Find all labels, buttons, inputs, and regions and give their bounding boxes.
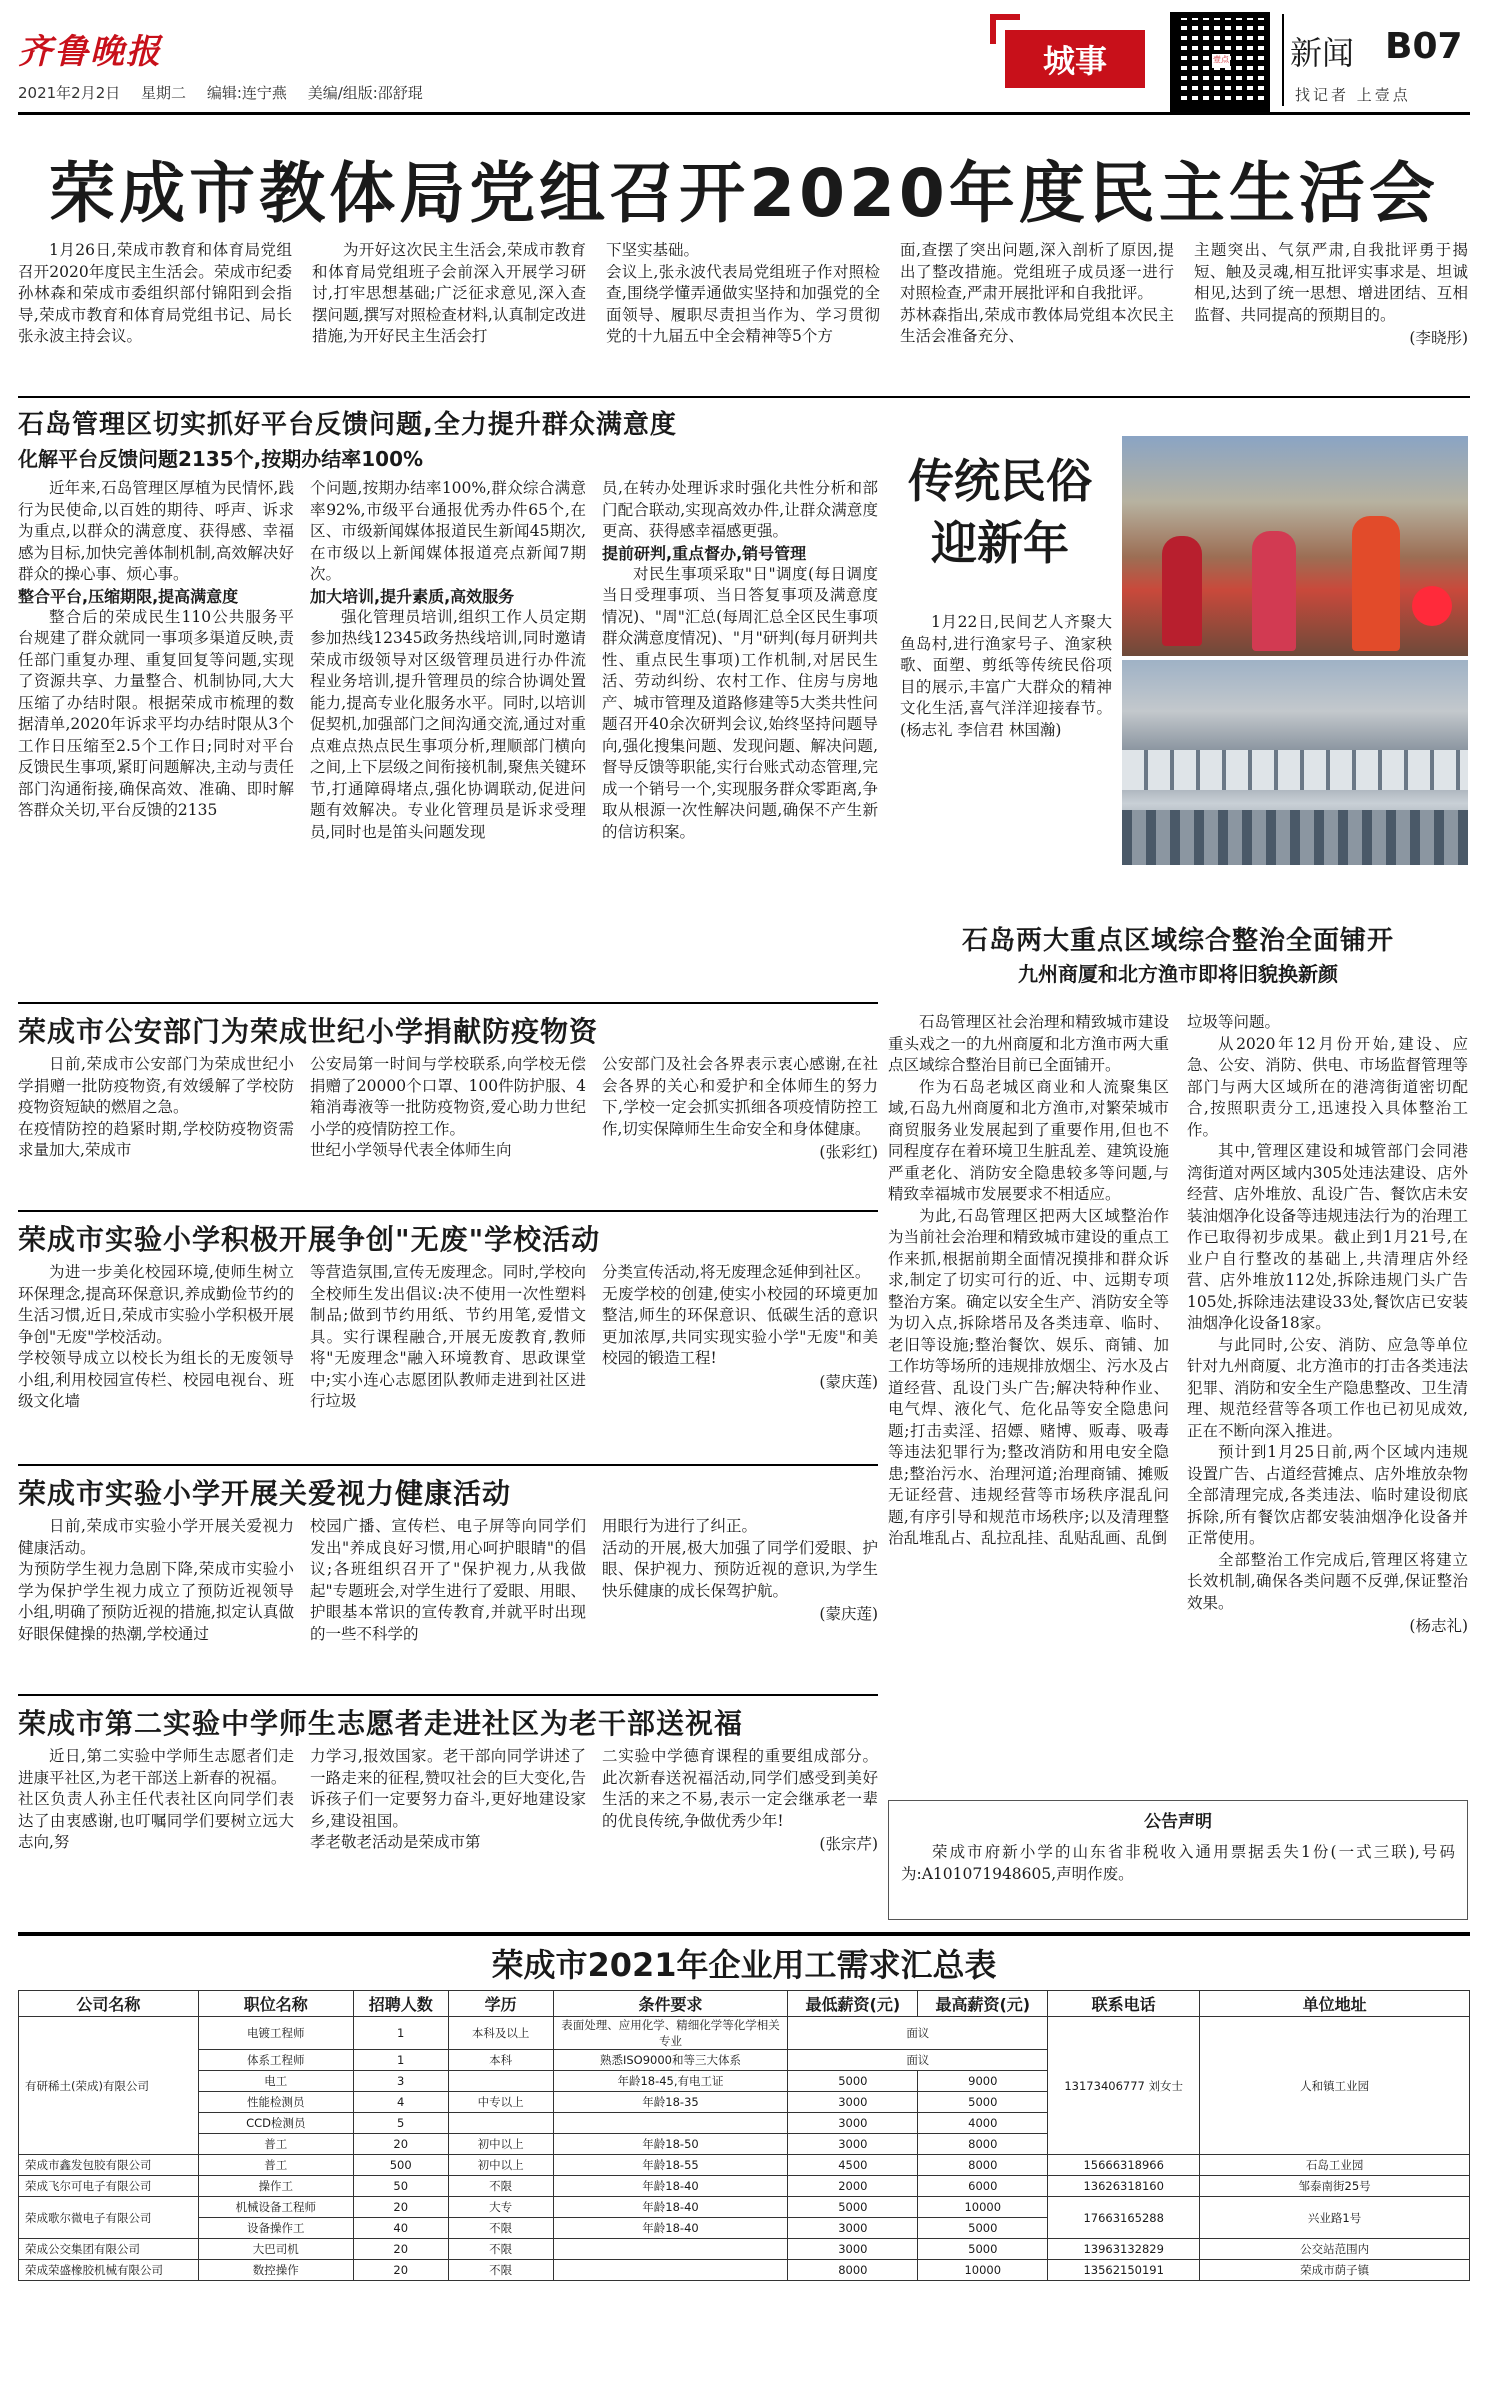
table-cell: 数控操作	[198, 2260, 353, 2281]
header-divider	[1282, 14, 1284, 106]
lead-col-3: 下坚实基础。 会议上,张永波代表局党组班子作对照检查,围绕学懂弄通做实坚持和加强党的全面领导、履职尽责担当作为、学习贯彻党的十九届五中全会精神等5个方	[606, 241, 880, 345]
reporter-contact: 找记者 上壹点	[1295, 86, 1411, 104]
folk-title	[880, 450, 1120, 574]
designer-credit: 美编/组版:邵舒琨	[307, 84, 423, 102]
lead-col-2: 为开好这次民主生活会,荣成市教育和体育局党组班子会前深入开展学习研讨,打牢思想基础;广泛征求意见,深入查摆问题,撰写对照检查材料,认真制定改进措施,为开好民主生活会打	[312, 241, 586, 345]
table-cell: 荣成飞尔可电子有限公司	[19, 2176, 199, 2197]
table-row	[19, 2239, 1470, 2260]
table-cell: 8000	[918, 2155, 1048, 2176]
table-cell: 年龄18-45,有电工证	[553, 2071, 788, 2092]
table-cell: 2000	[788, 2176, 918, 2197]
table-cell: 性能检测员	[198, 2092, 353, 2113]
jobs-header-cell: 条件要求	[553, 1991, 788, 2017]
table-cell	[448, 2113, 553, 2134]
table-cell: 3000	[788, 2113, 918, 2134]
table-cell: 面议	[788, 2050, 1048, 2071]
renovation-p: 预计到1月25日前,两个区域内违规设置广告、占道经营摊点、店外堆放杂物全部清理完成,各类违法、临时建设彻底拆除,所有餐饮店都安装油烟净化设备并正常使用。	[1187, 1443, 1468, 1547]
jobs-table	[18, 1990, 1470, 2281]
jobs-header-cell: 最高薪资(元)	[918, 1991, 1048, 2017]
qr-label: 壹点	[1212, 54, 1230, 68]
shidao-p: 整合后的荣成民生110公共服务平台规建了群众就同一事项多渠道反映,责任部门重复办理、重复回复等问题,实现了资源共享、力量整合、机制协同,大大压缩了办结时限。根据荣成市梳理的数据清单,2020年诉求平均办结时限从3个工作日压缩至2.5个工作日;同时对平台反馈民生事项,紧盯问题解决,主动与责任部门沟通衔接,确保高效、准确、即时解答群众关切,平台反馈的2135	[18, 607, 294, 819]
lead-body	[18, 240, 1470, 348]
volunteer-col-2: 力学习,报效国家。老干部向同学讲述了一路走来的征程,赞叹社会的巨大变化,告诉孩子们一定要努力奋斗,更好地建设家乡,建设祖国。 孝老敬老活动是荣成市第	[310, 1747, 586, 1851]
renovation-p: 全部整治工作完成后,管理区将建立长效机制,确保各类问题不反弹,保证整治效果。	[1187, 1550, 1468, 1612]
police-col-2: 公安局第一时间与学校联系,向学校无偿捐赠了20000个口罩、100件防护服、4箱消毒液等一批防疫物资,爱心助力世纪小学的疫情防控工作。 世纪小学领导代表全体师生向	[310, 1055, 586, 1159]
table-cell: 大专	[448, 2197, 553, 2218]
table-cell: 20	[353, 2239, 448, 2260]
table-cell: 500	[353, 2155, 448, 2176]
shidao-p: 对民生事项采取"日"调度(每日调度当日受理事项、当日答复事项及满意度情况)、"周"汇总(每周汇总全区民生事项群众满意度情况)、"月"研判(每月研判共性、重点民生事项)工作机制,对居民生活、劳动纠纷、农村工作、住房与房地产、城市管理及道路修建等5大类共性问题召开40余次研判会议,始终坚持问题导向,强化搜集问题、发现问题、解决问题,督导反馈等职能,实行台账式动态管理,完成一个销号一个,实现服务群众零距离,争取从根源一次性解决问题,确保不产生新的信访积案。	[602, 564, 878, 841]
table-cell: 5	[353, 2113, 448, 2134]
table-row	[19, 2197, 1470, 2218]
table-cell: 荣成公交集团有限公司	[19, 2239, 199, 2260]
table-cell: 4	[353, 2092, 448, 2113]
table-cell: 5000	[788, 2197, 918, 2218]
divider	[18, 1694, 878, 1696]
table-cell: 人和镇工业园	[1200, 2017, 1470, 2155]
renovation-p: 垃圾等问题。	[1187, 1013, 1281, 1031]
renovation-title: 石岛两大重点区域综合整治全面铺开	[961, 926, 1394, 956]
table-cell: 3000	[788, 2092, 918, 2113]
section-name: 新闻	[1290, 34, 1355, 72]
renovation-p: 与此同时,公安、消防、应急等单位针对九州商厦、北方渔市的打击各类违法犯罪、消防和安全生产隐患整改、卫生清理、规范经营等各项工作也已初见成效,正在不断向深入推进。	[1187, 1335, 1468, 1440]
table-cell: 年龄18-50	[553, 2134, 788, 2155]
table-cell: 兴业路1号	[1200, 2197, 1470, 2239]
table-cell: 电工	[198, 2071, 353, 2092]
page-number: B07	[1385, 26, 1463, 67]
wufei-col-2: 等营造氛围,宣传无废理念。同时,学校向全校师生发出倡议:决不使用一次性塑料制品;做到节约用纸、节约用笔,爱惜文具。实行课程融合,开展无废教育,教师将"无废理念"融入环境教育、思政课堂中;实小连心志愿团队教师走进到社区进行垃圾	[310, 1263, 586, 1410]
volunteer-body	[18, 1746, 878, 1854]
jobs-header-cell: 单位地址	[1200, 1991, 1470, 2017]
table-cell: 设备操作工	[198, 2218, 353, 2239]
table-cell: 20	[353, 2197, 448, 2218]
table-cell: 本科	[448, 2050, 553, 2071]
table-cell: 荣成市荫子镇	[1200, 2260, 1470, 2281]
table-cell: 荣成荣盛橡胶机械有限公司	[19, 2260, 199, 2281]
table-cell: 10000	[918, 2260, 1048, 2281]
wufei-body	[18, 1262, 878, 1413]
notice-text: 荣成市府新小学的山东省非税收入通用票据丢失1份(一式三联),号码为:A101071948605,声明作废。	[901, 1843, 1455, 1883]
notice-box	[888, 1800, 1468, 1920]
vision-col-1: 日前,荣成市实验小学开展关爱视力健康活动。 为预防学生视力急剧下降,荣成市实验小学为保护学生视力成立了预防近视领导小组,明确了预防近视的措施,拟定认真做好眼保健操的热潮,学校通过	[18, 1517, 294, 1643]
shidao-subhead: 整合平台,压缩期限,提高满意度	[18, 586, 239, 606]
table-cell: 操作工	[198, 2176, 353, 2197]
renovation-p: 从2020年12月份开始,建设、应急、公安、消防、供电、市场监督管理等部门与两大区域所在的港湾街道密切配合,按照职责分工,迅速投入具体整治工作。	[1187, 1034, 1468, 1139]
renovation-credit: (杨志礼)	[1409, 1617, 1468, 1635]
shidao-p: 员,在转办处理诉求时强化共性分析和部门配合联动,实现高效办件,让群众满意度更高、获得感幸福感更强。	[602, 479, 878, 540]
renovation-p: 作为石岛老城区商业和人流聚集区域,石岛九州商厦和北方渔市,对繁荣城市商贸服务业发展起到了重要作用,但也不同程度存在着环境卫生脏乱差、建筑设施严重老化、消防安全隐患较多等问题,与精致幸福城市发展要求不相适应。	[888, 1077, 1169, 1203]
table-cell: 中专以上	[448, 2092, 553, 2113]
table-cell: 不限	[448, 2260, 553, 2281]
police-credit: (张彩红)	[819, 1143, 878, 1161]
table-cell: 13626318160	[1048, 2176, 1200, 2197]
divider	[18, 1464, 878, 1466]
table-cell: 机械设备工程师	[198, 2197, 353, 2218]
vision-title: 荣成市实验小学开展关爱视力健康活动	[18, 1477, 512, 1510]
table-cell: 公交站范围内	[1200, 2239, 1470, 2260]
table-cell: 5000	[918, 2218, 1048, 2239]
renovation-body	[888, 1012, 1468, 1636]
table-cell: 年龄18-55	[553, 2155, 788, 2176]
shidao-title: 石岛管理区切实抓好平台反馈问题,全力提升群众满意度	[18, 410, 677, 440]
issue-date: 2021年2月2日	[18, 84, 121, 102]
table-cell: 6000	[918, 2176, 1048, 2197]
jobs-header-row	[19, 1991, 1470, 2017]
lead-col-5-wrap	[1194, 240, 1468, 348]
table-cell: 50	[353, 2176, 448, 2197]
table-cell: 有研稀土(荣成)有限公司	[19, 2017, 199, 2155]
jobs-header-cell: 职位名称	[198, 1991, 353, 2017]
folk-title-line2: 迎新年	[931, 516, 1069, 570]
table-cell: 表面处理、应用化学、精细化学等化学相关专业	[553, 2017, 788, 2050]
jobs-header-cell: 联系电话	[1048, 1991, 1200, 2017]
table-cell: 13562150191	[1048, 2260, 1200, 2281]
editor-credit: 编辑:连宁燕	[206, 84, 287, 102]
volunteer-title: 荣成市第二实验中学师生志愿者走进社区为老干部送祝福	[18, 1707, 744, 1740]
divider	[18, 1210, 878, 1212]
table-cell: 本科及以上	[448, 2017, 553, 2050]
table-cell: 初中以上	[448, 2155, 553, 2176]
table-cell: 3000	[788, 2134, 918, 2155]
header-rule	[18, 112, 1470, 115]
table-cell: 5000	[918, 2239, 1048, 2260]
table-row	[19, 2155, 1470, 2176]
table-cell: 年龄18-40	[553, 2218, 788, 2239]
vision-col-2: 校园广播、宣传栏、电子屏等向同学们发出"养成良好习惯,用心呵护眼睛"的倡议;各班组织召开了"保护视力,从我做起"专题班会,对学生进行了爱眼、用眼、护眼基本常识的宣传教育,并就平时出现的一些不科学的	[310, 1517, 586, 1643]
table-cell: 8000	[918, 2134, 1048, 2155]
renovation-subtitle: 九州商厦和北方渔市即将旧貌换新颜	[1018, 962, 1338, 986]
table-cell: 4000	[918, 2113, 1048, 2134]
table-cell: 1	[353, 2050, 448, 2071]
table-cell: 不限	[448, 2218, 553, 2239]
shidao-p: 个问题,按期办结率100%,群众综合满意率92%,市级平台通报优秀办件65个,在区、市级新闻媒体报道民生新闻45期次,在市级以上新闻媒体报道亮点新闻7期次。	[310, 479, 586, 583]
table-cell: 不限	[448, 2176, 553, 2197]
police-body	[18, 1054, 878, 1162]
vision-body	[18, 1516, 878, 1645]
table-row	[19, 2017, 1470, 2050]
table-cell: 10000	[918, 2197, 1048, 2218]
table-cell: 熟悉ISO9000和等三大体系	[553, 2050, 788, 2071]
wufei-title: 荣成市实验小学积极开展争创"无废"学校活动	[18, 1223, 601, 1256]
table-cell: 初中以上	[448, 2134, 553, 2155]
jobs-header-cell: 公司名称	[19, 1991, 199, 2017]
table-cell: 13173406777 刘女士	[1048, 2017, 1200, 2155]
table-cell: 20	[353, 2260, 448, 2281]
jobs-header-cell: 招聘人数	[353, 1991, 448, 2017]
table-cell: 普工	[198, 2134, 353, 2155]
table-cell: 20	[353, 2134, 448, 2155]
jobs-table-title: 荣成市2021年企业用工需求汇总表	[18, 1932, 1470, 1986]
table-cell: 3000	[788, 2239, 918, 2260]
shidao-subhead: 提前研判,重点督办,销号管理	[602, 543, 807, 563]
newspaper-logo: 齐鲁晚报	[18, 32, 162, 72]
renovation-p: 石岛管理区社会治理和精致城市建设重头戏之一的九州商厦和北方渔市两大重点区域综合整治目前已全面铺开。	[888, 1013, 1169, 1074]
table-cell: 9000	[918, 2071, 1048, 2092]
table-cell: 40	[353, 2218, 448, 2239]
police-col-1: 日前,荣成市公安部门为荣成世纪小学捐赠一批防疫物资,有效缓解了学校防疫物资短缺的燃眉之急。 在疫情防控的趋紧时期,学校防疫物资需求量加大,荣成市	[18, 1055, 294, 1159]
issue-weekday: 星期二	[141, 84, 187, 102]
shidao-subhead: 加大培训,提升素质,高效服务	[310, 586, 515, 606]
table-cell: 17663165288	[1048, 2197, 1200, 2239]
police-col-3: 公安部门及社会各界表示衷心感谢,在社会各界的关心和爱护和全体师生的努力下,学校一定会抓实抓细各项疫情防控工作,切实保障师生生命安全和身体健康。	[602, 1055, 878, 1138]
divider	[18, 1002, 878, 1004]
table-cell: 5000	[788, 2071, 918, 2092]
table-cell: 面议	[788, 2017, 1048, 2050]
table-cell: 不限	[448, 2239, 553, 2260]
wufei-col-1: 为进一步美化校园环境,使师生树立环保理念,提高环保意识,养成勤俭节约的生活习惯,近日,荣成市实验小学积极开展争创"无废"学校活动。 学校领导成立以校长为组长的无废领导小组,利用校园宣传栏、校园电视台、班级文化墙	[18, 1263, 294, 1410]
folk-caption-text: 1月22日,民间艺人齐聚大鱼岛村,进行渔家号子、渔家秧歌、面塑、剪纸等传统民俗项目的展示,丰富广大群众的精神文化生活,喜气洋洋迎接春节。	[900, 613, 1112, 717]
lead-credit: (李晓彤)	[1409, 329, 1468, 347]
folk-performance-photo	[1122, 436, 1468, 656]
table-cell: 大巴司机	[198, 2239, 353, 2260]
shidao-p: 强化管理员培训,组织工作人员定期参加热线12345政务热线培训,同时邀请荣成市级领导对区级管理员进行办件流程业务培训,提升管理员的综合协调处置能力,提高专业化服务水平。同时,以培训促契机,加强部门之间沟通交流,通过对重点难点热点民生事项分析,理顺部门横向之间,上下层级之间衔接机制,聚焦关键环节,打通障碍堵点,强化协调联动,促进问题有效解决。专业化管理员是诉求受理员,同时也是笛头问题发现	[310, 607, 586, 841]
masthead-meta	[18, 82, 439, 103]
table-cell	[553, 2239, 788, 2260]
table-cell: 荣成歌尔微电子有限公司	[19, 2197, 199, 2239]
volunteer-col-1: 近日,第二实验中学师生志愿者们走进康平社区,为老干部送上新春的祝福。 社区负责人孙主任代表社区向同学们表达了由衷感谢,也叮嘱同学们要树立远大志向,努	[18, 1747, 294, 1851]
table-cell: 邹泰南街25号	[1200, 2176, 1470, 2197]
wufei-credit: (蒙庆莲)	[819, 1372, 878, 1391]
section-tag: 城事	[1005, 30, 1145, 88]
table-cell: 普工	[198, 2155, 353, 2176]
table-cell: 8000	[788, 2260, 918, 2281]
table-cell	[448, 2071, 553, 2092]
jobs-table-body	[19, 2017, 1470, 2281]
vision-col-3: 用眼行为进行了纠正。 活动的开展,极大加强了同学们爱眼、护眼、保护视力、预防近视的意识,为学生快乐健康的成长保驾护航。	[602, 1517, 878, 1600]
shidao-p: 近年来,石岛管理区厚植为民情怀,践行为民使命,以百姓的期待、呼声、诉求为重点,以群众的满意度、获得感、幸福感为目标,加快完善体制机制,高效解决好群众的操心事、烦心事。	[18, 479, 294, 583]
table-cell: 电镀工程师	[198, 2017, 353, 2050]
table-cell: 3	[353, 2071, 448, 2092]
vision-credit: (蒙庆莲)	[819, 1605, 878, 1623]
renovation-p: 为此,石岛管理区把两大区域整治作为当前社会治理和精致城市建设的重点工作来抓,根据前期全面情况摸排和群众诉求,制定了切实可行的近、中、远期专项整治方案。确定以安全生产、消防安全等为切入点,拆除塔吊及各类违章、临时、老旧等设施;整治餐饮、娱乐、商铺、加工作坊等场所的违规排放烟尘、污水及占道经营、乱设门头广告;解决特种作业、电气焊、液化气、危化品等安全隐患问题;打击卖淫、招嫖、赌博、贩毒、吸毒等违法犯罪行为;整改消防和用电安全隐患;整治污水、治理河道;治理商铺、摊贩无证经营、违规经营等市场秩序混乱问题,有序引导和规范市场秩序;以及清理整治乱堆乱占、乱拉乱挂、乱贴乱画、乱倒	[888, 1206, 1169, 1547]
table-cell: 年龄18-40	[553, 2176, 788, 2197]
folk-credit: (杨志礼 李信君 林国瀚)	[900, 720, 1062, 739]
volunteer-credit: (张宗芹)	[819, 1835, 878, 1853]
shidao-subtitle: 化解平台反馈问题2135个,按期办结率100%	[18, 447, 424, 471]
lead-col-5: 主题突出、气氛严肃,自我批评勇于揭短、触及灵魂,相互批评实事求是、坦诚相见,达到了统一思想、增进团结、互相监督、共同提高的预期目的。	[1194, 241, 1468, 324]
table-row	[19, 2260, 1470, 2281]
shidao-body	[18, 478, 878, 843]
table-cell: 4500	[788, 2155, 918, 2176]
table-cell: 15666318966	[1048, 2155, 1200, 2176]
table-cell	[553, 2113, 788, 2134]
folk-title-line1: 传统民俗	[908, 454, 1092, 508]
table-cell: 1	[353, 2017, 448, 2050]
table-cell: 13963132829	[1048, 2239, 1200, 2260]
qr-code-icon[interactable]	[1170, 12, 1270, 112]
table-cell: CCD检测员	[198, 2113, 353, 2134]
table-row	[19, 2176, 1470, 2197]
police-title: 荣成市公安部门为荣成世纪小学捐献防疫物资	[18, 1015, 599, 1048]
table-cell	[553, 2260, 788, 2281]
table-cell: 荣成市鑫发包胶有限公司	[19, 2155, 199, 2176]
jobs-header-cell: 最低薪资(元)	[788, 1991, 918, 2017]
lead-col-4: 面,查摆了突出问题,深入剖析了原因,提出了整改措施。党组班子成员逐一进行对照检查,严肃开展批评和自我批评。 苏林森指出,荣成市教体局党组本次民主生活会准备充分、	[900, 241, 1174, 345]
divider	[18, 396, 1470, 398]
jobs-header-cell: 学历	[448, 1991, 553, 2017]
lead-col-1: 1月26日,荣成市教育和体育局党组召开2020年度民主生活会。荣成市纪委孙林森和荣成市委组织部付锦阳到会指导,荣成市教育和体育局党组书记、局长张永波主持会议。	[18, 241, 292, 345]
harbor-village-photo	[1122, 660, 1468, 865]
folk-caption	[900, 612, 1112, 741]
table-cell: 年龄18-35	[553, 2092, 788, 2113]
volunteer-col-3: 二实验中学德育课程的重要组成部分。此次新春送祝福活动,同学们感受到美好生活的来之不易,表示一定会继承老一辈的优良传统,争做优秀少年!	[602, 1747, 878, 1830]
table-cell: 体系工程师	[198, 2050, 353, 2071]
wufei-col-3: 分类宣传活动,将无废理念延伸到社区。 无废学校的创建,使实小校园的环境更加整洁,师生的环保意识、低碳生活的意识更加浓厚,共同实现实验小学"无废"和美校园的锻造工程!	[602, 1263, 878, 1367]
table-cell: 年龄18-40	[553, 2197, 788, 2218]
table-cell: 3000	[788, 2218, 918, 2239]
notice-title: 公告声明	[1144, 1812, 1212, 1832]
lead-headline: 荣成市教体局党组召开2020年度民主生活会	[49, 155, 1439, 232]
renovation-p: 其中,管理区建设和城管部门会同港湾街道对两区域内305处违法建设、店外经营、店外堆放、乱设广告、餐饮店未安装油烟净化设备等违规违法行为的治理工作已取得初步成果。截止到1月21号,在业户自行整改的基础上,共清理店外经营、店外堆放112处,拆除违规门头广告105处,拆除违法建设33处,餐饮店已安装油烟净化设备18家。	[1187, 1142, 1468, 1332]
table-cell: 石岛工业园	[1200, 2155, 1470, 2176]
table-cell: 5000	[918, 2092, 1048, 2113]
